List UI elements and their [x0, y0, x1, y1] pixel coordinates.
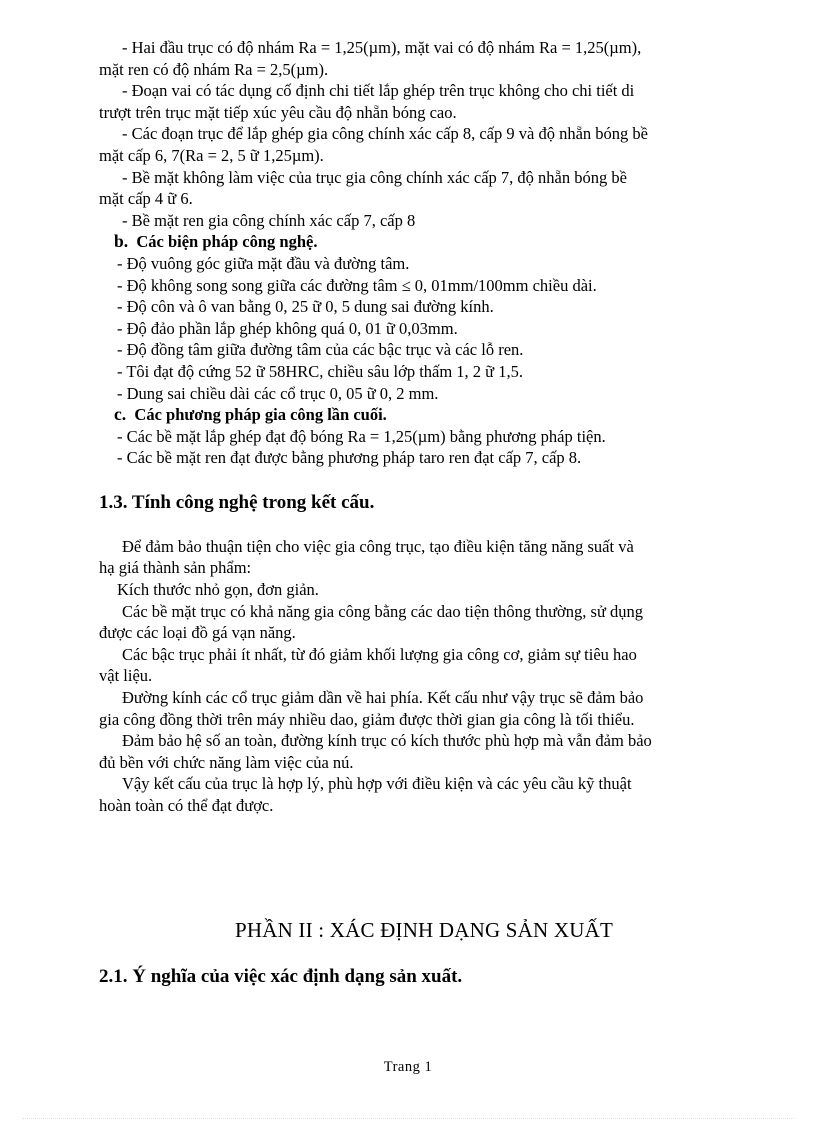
page-number: Trang 1: [383, 1059, 433, 1075]
section-b: [99, 231, 749, 404]
paragraph-line: trượt trên trục mặt tiếp xúc yêu cầu độ nhẵn bóng cao.: [99, 102, 457, 122]
paragraph-line: hạ giá thành sản phẩm:: [99, 558, 252, 578]
subsection-heading-c: [99, 404, 749, 426]
paragraph-line: Các bậc trục phải ít nhất, từ đó giảm khối lượng gia công cơ, giảm sự tiêu hao: [122, 644, 637, 664]
section-1-3-body: [99, 536, 749, 817]
list-item: - Tôi đạt độ cứng 52 ữ 58HRC, chiều sâu lớp thấm 1, 2 ữ 1,5.: [117, 361, 523, 381]
paragraph-line: đủ bền với chức năng làm việc của nú.: [99, 752, 354, 772]
paragraph-line: - Hai đầu trục có độ nhám Ra = 1,25(µm), mặt vai có độ nhám Ra = 1,25(µm),: [122, 38, 642, 57]
subsection-heading-b: [99, 231, 749, 253]
paragraph-line: Kích thước nhỏ gọn, đơn giản.: [117, 580, 319, 600]
part-title: PHẦN II : XÁC ĐỊNH DẠNG SẢN XUẤT: [235, 917, 613, 942]
paragraph-line: vật liệu.: [99, 666, 153, 686]
section-c: [99, 404, 749, 469]
paragraph-line: mặt cấp 4 ữ 6.: [99, 189, 193, 209]
paragraph-line: - Các đoạn trục để lắp ghép gia công chính xác cấp 8, cấp 9 và độ nhẵn bóng bề: [122, 124, 648, 144]
paragraph-line: gia công đồng thời trên máy nhiều dao, giảm được thời gian gia công là tối thiểu.: [99, 709, 635, 729]
list-item: - Dung sai chiều dài các cổ trục 0, 05 ữ 0, 2 mm.: [117, 383, 439, 403]
section-heading-2-1: 2.1. Ý nghĩa của việc xác định dạng sản xuất.: [99, 965, 463, 987]
subsection-title: Các biện pháp công nghệ.: [136, 232, 318, 252]
subsection-label: c.: [114, 404, 127, 425]
paragraph-line: hoàn toàn có thể đạt được.: [99, 796, 274, 815]
paragraph-line: Vậy kết cấu của trục là hợp lý, phù hợp với điều kiện và các yêu cầu kỹ thuật: [122, 774, 632, 794]
section-a-requirements: [99, 37, 749, 231]
list-item: - Độ vuông góc giữa mặt đầu và đường tâm.: [117, 253, 410, 273]
section-heading-1-3: 1.3. Tính công nghệ trong kết cấu.: [99, 491, 375, 513]
paragraph-line: Để đảm bảo thuận tiện cho việc gia công trục, tạo điều kiện tăng năng suất và: [122, 536, 634, 556]
subsection-label: b.: [114, 231, 129, 252]
list-item: - Các bề mặt lắp ghép đạt độ bóng Ra = 1,25(µm) bằng phương pháp tiện.: [117, 426, 606, 446]
paragraph-line: mặt ren có độ nhám Ra = 2,5(µm).: [99, 59, 329, 79]
list-item: - Độ đồng tâm giữa đường tâm của các bậc trục và các lỗ ren.: [117, 340, 524, 360]
list-item: - Độ đảo phần lắp ghép không quá 0, 01 ữ 0,03mm.: [117, 318, 458, 338]
paragraph-line: - Bề mặt không làm việc của trục gia công chính xác cấp 7, độ nhẵn bóng bề: [122, 167, 627, 187]
paragraph-line: Các bề mặt trục có khả năng gia công bằng các dao tiện thông thường, sử dụng: [122, 601, 644, 621]
paragraph-line: Đường kính các cổ trục giảm dần về hai phía. Kết cấu như vậy trục sẽ đảm bảo: [122, 688, 644, 708]
list-item: - Các bề mặt ren đạt được bằng phương pháp taro ren đạt cấp 7, cấp 8.: [117, 448, 582, 468]
list-item: - Độ côn và ô van bằng 0, 25 ữ 0, 5 dung sai đường kính.: [117, 297, 494, 317]
subsection-title: Các phương pháp gia công lần cuối.: [134, 405, 387, 425]
paragraph-line: được các loại đồ gá vạn năng.: [99, 623, 296, 643]
paragraph-line: - Bề mặt ren gia công chính xác cấp 7, cấp 8: [122, 210, 416, 230]
page-content: [99, 37, 749, 989]
paragraph-line: - Đoạn vai có tác dụng cố định chi tiết lắp ghép trên trục không cho chi tiết di: [122, 81, 635, 101]
paragraph-line: Đảm bảo hệ số an toàn, đường kính trục có kích thước phù hợp mà vẫn đảm bảo: [122, 731, 652, 751]
list-item: - Độ không song song giữa các đường tâm ≤ 0, 01mm/100mm chiều dài.: [117, 275, 597, 295]
page-bottom-divider: [22, 1118, 794, 1119]
paragraph-line: mặt cấp 6, 7(Ra = 2, 5 ữ 1,25µm).: [99, 145, 324, 165]
